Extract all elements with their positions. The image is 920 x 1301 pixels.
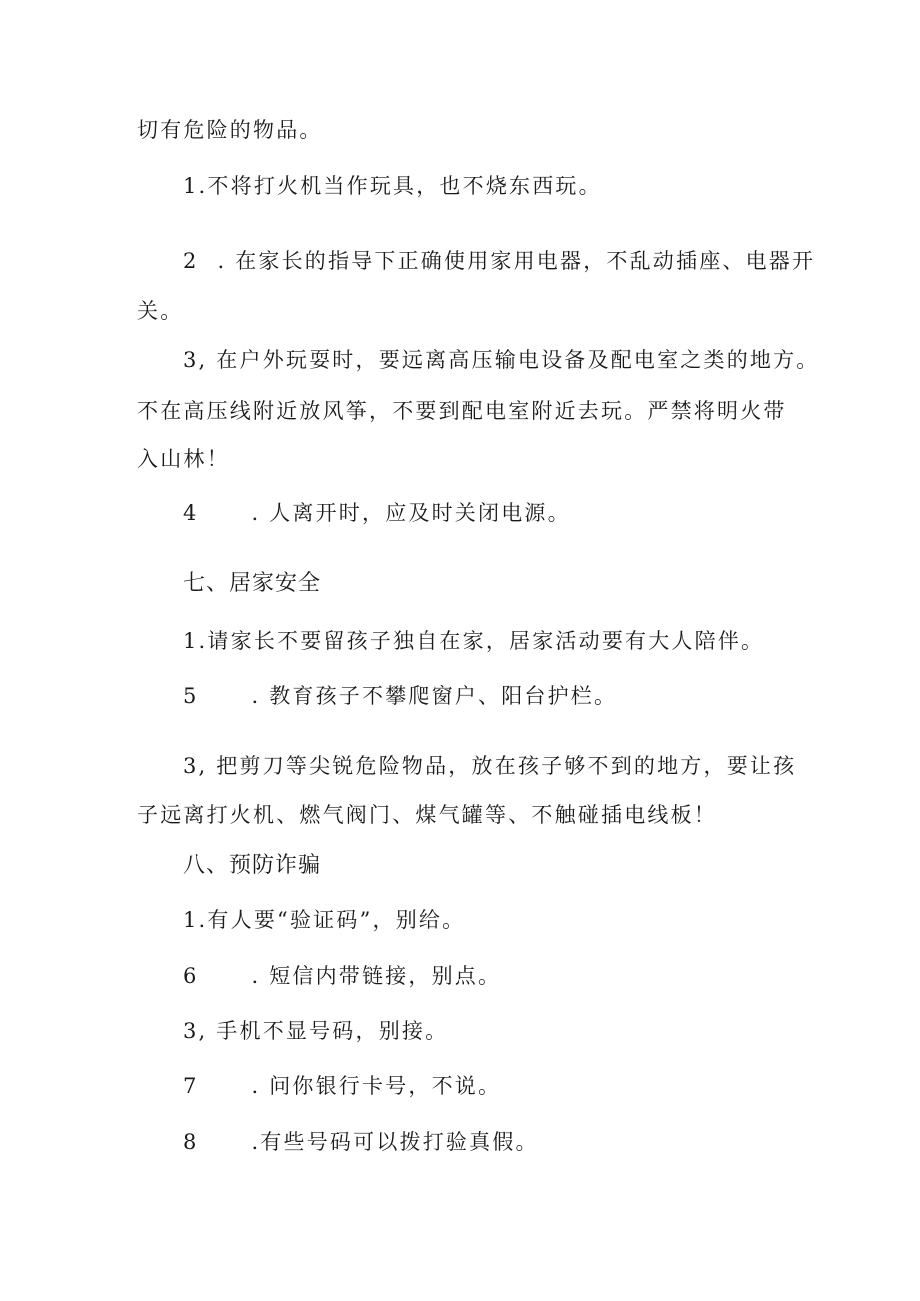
fraud-item-6 xyxy=(183,966,501,987)
fire-item-2-continuation: 关。 xyxy=(137,299,184,323)
fraud-item-3: 3, 手机不显号码，别接。 xyxy=(183,1019,449,1043)
fire-item-2-number: 2 xyxy=(183,249,199,273)
fraud-item-8 xyxy=(183,1132,539,1153)
home-item-5-number: 5 xyxy=(183,684,199,708)
fraud-item-8-text: .有些号码可以拨打验真假。 xyxy=(251,1130,539,1154)
home-item-5 xyxy=(183,686,617,707)
fraud-item-7 xyxy=(183,1076,501,1097)
fire-item-4 xyxy=(183,503,571,524)
home-item-5-text: . 教育孩子不攀爬窗户、阳台护栏。 xyxy=(251,684,618,708)
section-heading-home-safety: 七、居家安全 xyxy=(183,571,322,596)
section-heading-fraud-prevention: 八、预防诈骗 xyxy=(183,853,322,878)
fraud-item-7-text: . 问你银行卡号，不说。 xyxy=(251,1074,502,1098)
fire-item-3-line-2: 不在高压线附近放风筝，不要到配电室附近去玩。严禁将明火带 xyxy=(137,399,787,423)
home-item-3-line-1: 3, 把剪刀等尖锐危险物品，放在孩子够不到的地方，要让孩 xyxy=(183,754,797,778)
home-item-3-line-2: 子远离打火机、燃气阀门、煤气罐等、不触碰插电线板！ xyxy=(137,803,717,827)
fire-item-2-text: . 在家长的指导下正确使用家用电器，不乱动插座、电器开 xyxy=(217,249,816,273)
fraud-item-1: 1.有人要“验证码”，别给。 xyxy=(183,908,466,932)
fraud-item-6-number: 6 xyxy=(183,964,199,988)
fraud-item-6-text: . 短信内带链接，别点。 xyxy=(251,964,502,988)
fire-item-3-line-3: 入山林！ xyxy=(137,447,230,471)
fire-item-4-number: 4 xyxy=(183,501,199,525)
fire-item-4-text: . 人离开时，应及时关闭电源。 xyxy=(251,501,571,525)
fire-item-2 xyxy=(183,251,815,272)
home-item-1: 1.请家长不要留孩子独自在家，居家活动要有大人陪伴。 xyxy=(183,629,765,653)
fire-item-1: 1.不将打火机当作玩具，也不烧东西玩。 xyxy=(183,174,602,198)
fraud-item-8-number: 8 xyxy=(183,1130,199,1154)
fire-item-3-line-1: 3, 在户外玩耍时，要远离高压输电设备及配电室之类的地方。 xyxy=(183,348,820,372)
fraud-item-7-number: 7 xyxy=(183,1074,199,1098)
continuation-text: 切有危险的物品。 xyxy=(137,118,323,142)
